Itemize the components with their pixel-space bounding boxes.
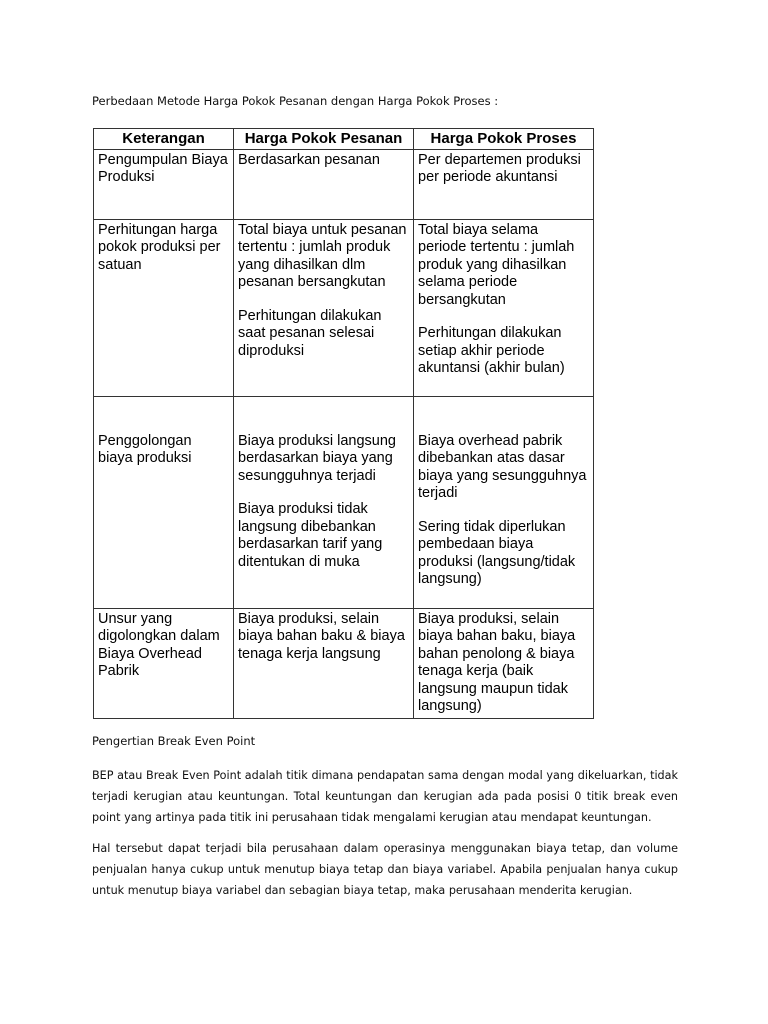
page-heading: Perbedaan Metode Harga Pokok Pesanan dengan Harga Pokok Proses : xyxy=(92,94,499,108)
paragraph-bep-explanation: Hal tersebut dapat terjadi bila perusahaan dalam operasinya menggunakan biaya tetap, dan volume penjualan hanya cukup untuk menutup biaya tetap dan biaya variabel. Apabila penjualan hanya cukup untuk menutup biaya variabel dan sebagian biaya tetap, maka perusahaan menderita kerugian. xyxy=(92,842,678,897)
table-header-row xyxy=(94,129,594,150)
paragraph-bep-definition: BEP atau Break Even Point adalah titik dimana pendapatan sama dengan modal yang dikeluarkan, tidak terjadi kerugian atau keuntungan. Total keuntungan dan kerugian ada pada posisi 0 titik break even point yang artinya pada titik ini perusahaan tidak mengalami kerugian atau mendapat keuntungan. xyxy=(92,769,678,824)
proses-cell: Per departemen produksi per periode akuntansi xyxy=(414,149,594,219)
row-label: Pengumpulan Biaya Produksi xyxy=(94,149,234,219)
table-row xyxy=(94,219,594,396)
header-harga-pokok-pesanan: Harga Pokok Pesanan xyxy=(234,129,414,150)
pesanan-cell: Biaya produksi, selain biaya bahan baku & biaya tenaga kerja langsung xyxy=(234,608,414,718)
header-keterangan: Keterangan xyxy=(94,129,234,150)
section-heading-bep: Pengertian Break Even Point xyxy=(92,734,256,748)
pesanan-cell: Berdasarkan pesanan xyxy=(234,149,414,219)
header-harga-pokok-proses: Harga Pokok Proses xyxy=(414,129,594,150)
proses-cell: Biaya produksi, selain biaya bahan baku, biaya bahan penolong & biaya tenaga kerja (baik langsung maupun tidak langsung) xyxy=(414,608,594,718)
table-row xyxy=(94,149,594,219)
comparison-table xyxy=(93,128,594,719)
pesanan-cell: Total biaya untuk pesanan tertentu : jumlah produk yang dihasilkan dlm pesanan bersangkutan Perhitungan dilakukan saat pesanan selesai diproduksi xyxy=(234,219,414,396)
row-label: Perhitungan harga pokok produksi per satuan xyxy=(94,219,234,396)
table-row xyxy=(94,396,594,608)
proses-cell: Total biaya selama periode tertentu : jumlah produk yang dihasilkan selama periode bersangkutan Perhitungan dilakukan setiap akhir periode akuntansi (akhir bulan) xyxy=(414,219,594,396)
row-label: Unsur yang digolongkan dalam Biaya Overhead Pabrik xyxy=(94,608,234,718)
proses-cell: Biaya overhead pabrik dibebankan atas dasar biaya yang sesungguhnya terjadi Sering tidak diperlukan pembedaan biaya produksi (langsung/tidak langsung) xyxy=(414,396,594,608)
table-row xyxy=(94,608,594,718)
row-label: Penggolongan biaya produksi xyxy=(94,396,234,608)
pesanan-cell: Biaya produksi langsung berdasarkan biaya yang sesungguhnya terjadi Biaya produksi tidak langsung dibebankan berdasarkan tarif yang ditentukan di muka xyxy=(234,396,414,608)
